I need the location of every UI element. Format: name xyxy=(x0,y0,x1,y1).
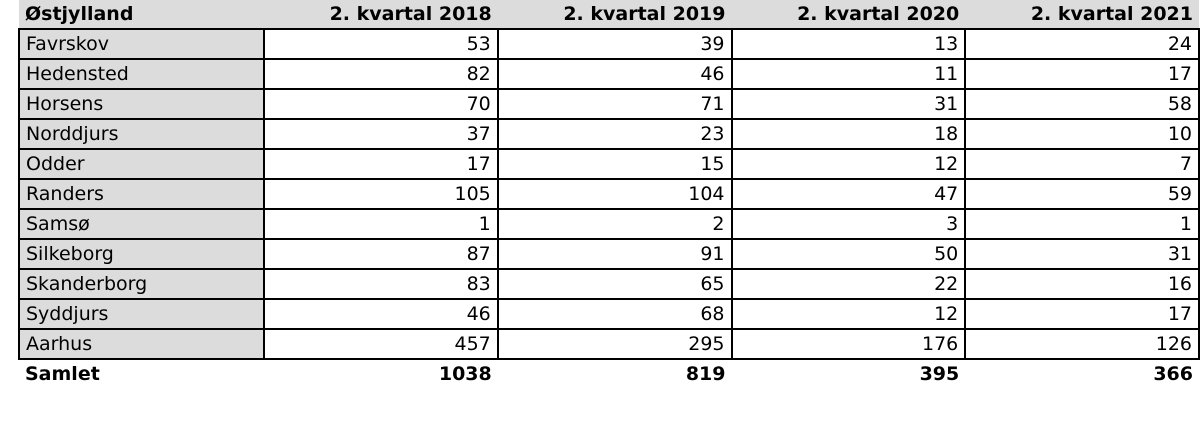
cell-value: 39 xyxy=(498,29,732,59)
cell-value: 31 xyxy=(732,89,966,119)
cell-value: 7 xyxy=(965,149,1199,179)
cell-value: 17 xyxy=(965,59,1199,89)
cell-value: 11 xyxy=(732,59,966,89)
cell-value: 104 xyxy=(498,179,732,209)
cell-value: 23 xyxy=(498,119,732,149)
row-label: Norddjurs xyxy=(19,119,264,149)
table-row xyxy=(19,89,1199,119)
table-row xyxy=(19,299,1199,329)
header-col-1: 2. kvartal 2018 xyxy=(264,0,498,29)
cell-value: 53 xyxy=(264,29,498,59)
cell-value: 17 xyxy=(965,299,1199,329)
header-row xyxy=(19,0,1199,29)
row-label: Aarhus xyxy=(19,329,264,359)
cell-value: 15 xyxy=(498,149,732,179)
cell-value: 68 xyxy=(498,299,732,329)
total-value: 395 xyxy=(732,359,966,388)
cell-value: 65 xyxy=(498,269,732,299)
cell-value: 82 xyxy=(264,59,498,89)
total-value: 366 xyxy=(965,359,1199,388)
row-label: Favrskov xyxy=(19,29,264,59)
table-body xyxy=(19,29,1199,359)
cell-value: 16 xyxy=(965,269,1199,299)
cell-value: 58 xyxy=(965,89,1199,119)
table-row xyxy=(19,119,1199,149)
table-row xyxy=(19,149,1199,179)
cell-value: 17 xyxy=(264,149,498,179)
cell-value: 176 xyxy=(732,329,966,359)
row-label: Silkeborg xyxy=(19,239,264,269)
total-row xyxy=(19,359,1199,388)
cell-value: 50 xyxy=(732,239,966,269)
cell-value: 105 xyxy=(264,179,498,209)
header-col-4: 2. kvartal 2021 xyxy=(965,0,1199,29)
cell-value: 1 xyxy=(965,209,1199,239)
cell-value: 87 xyxy=(264,239,498,269)
header-col-2: 2. kvartal 2019 xyxy=(498,0,732,29)
cell-value: 13 xyxy=(732,29,966,59)
cell-value: 46 xyxy=(264,299,498,329)
row-label: Hedensted xyxy=(19,59,264,89)
cell-value: 71 xyxy=(498,89,732,119)
total-label: Samlet xyxy=(19,359,264,388)
table-row xyxy=(19,209,1199,239)
cell-value: 22 xyxy=(732,269,966,299)
cell-value: 46 xyxy=(498,59,732,89)
table-row xyxy=(19,179,1199,209)
cell-value: 59 xyxy=(965,179,1199,209)
table-row xyxy=(19,329,1199,359)
municipality-table xyxy=(18,0,1200,388)
row-label: Skanderborg xyxy=(19,269,264,299)
cell-value: 3 xyxy=(732,209,966,239)
cell-value: 83 xyxy=(264,269,498,299)
row-label: Samsø xyxy=(19,209,264,239)
table-row xyxy=(19,59,1199,89)
table-row xyxy=(19,239,1199,269)
cell-value: 10 xyxy=(965,119,1199,149)
row-label: Odder xyxy=(19,149,264,179)
cell-value: 24 xyxy=(965,29,1199,59)
cell-value: 295 xyxy=(498,329,732,359)
row-label: Horsens xyxy=(19,89,264,119)
cell-value: 457 xyxy=(264,329,498,359)
cell-value: 91 xyxy=(498,239,732,269)
table-row xyxy=(19,29,1199,59)
total-value: 819 xyxy=(498,359,732,388)
cell-value: 12 xyxy=(732,299,966,329)
total-value: 1038 xyxy=(264,359,498,388)
row-label: Syddjurs xyxy=(19,299,264,329)
cell-value: 1 xyxy=(264,209,498,239)
header-col-3: 2. kvartal 2020 xyxy=(732,0,966,29)
table-row xyxy=(19,269,1199,299)
cell-value: 18 xyxy=(732,119,966,149)
cell-value: 126 xyxy=(965,329,1199,359)
cell-value: 12 xyxy=(732,149,966,179)
row-label: Randers xyxy=(19,179,264,209)
cell-value: 2 xyxy=(498,209,732,239)
cell-value: 37 xyxy=(264,119,498,149)
cell-value: 70 xyxy=(264,89,498,119)
cell-value: 31 xyxy=(965,239,1199,269)
header-region: Østjylland xyxy=(19,0,264,29)
cell-value: 47 xyxy=(732,179,966,209)
